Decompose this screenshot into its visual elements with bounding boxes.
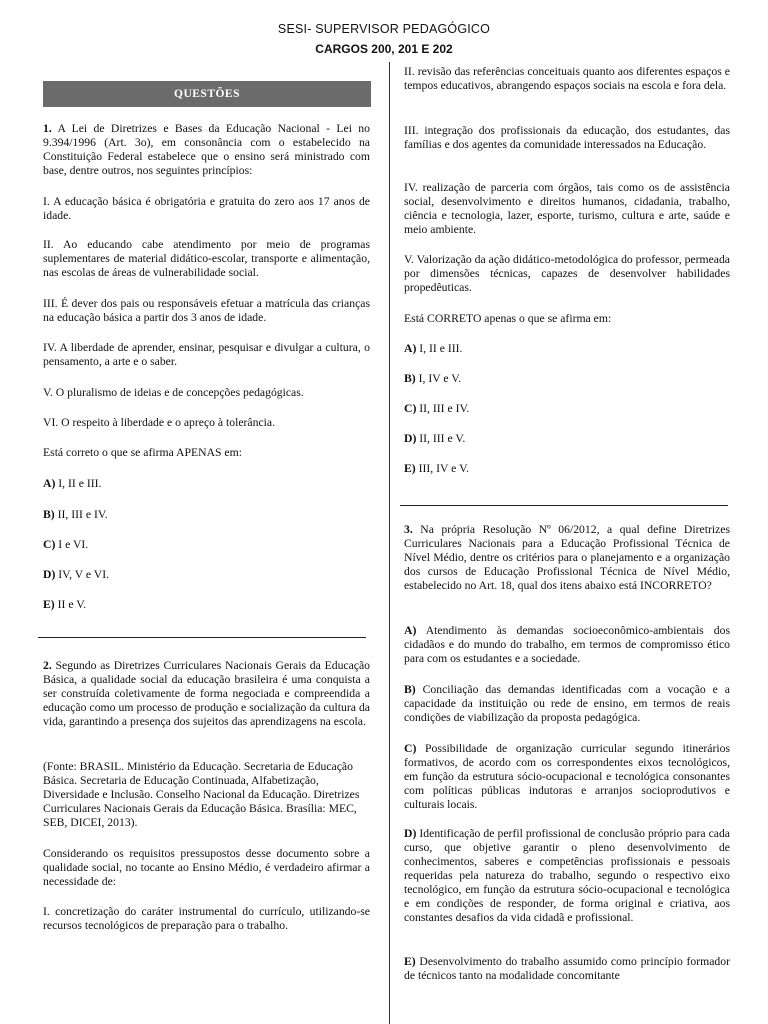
q3-number: 3.: [404, 523, 413, 536]
q1-item: III. É dever dos pais ou responsáveis efetuar a matrícula das crianças na educação básica a partir dos 3 anos de idade.: [43, 297, 370, 324]
q1-stem: 1. A Lei de Diretrizes e Bases da Educação Nacional - Lei no 9.394/1996 (Art. 3o), em consonância com o estabelecido na Constituição Federal estabelece que o ensino será ministrado com base, dentre outros, nos seguintes princípios:: [43, 122, 370, 177]
q1-item: IV. A liberdade de aprender, ensinar, pesquisar e divulgar a cultura, o pensamento, a arte e o saber.: [43, 341, 370, 368]
section-label: QUESTÕES: [43, 81, 371, 107]
q2-option-d: D) II, III e V.: [404, 432, 466, 445]
question-separator: [400, 505, 728, 506]
document-title: SESI- SUPERVISOR PEDAGÓGICO: [277, 22, 491, 36]
q2-item: I. concretização do caráter instrumental do currículo, utilizando-se recursos tecnológicos de preparação para o trabalho.: [43, 905, 370, 932]
q1-option-d: D) IV, V e VI.: [43, 568, 110, 581]
q2-prompt: Está CORRETO apenas o que se afirma em:: [404, 312, 612, 325]
q2-item: II. revisão das referências conceituais quanto aos diferentes espaços e tempos educativos, abrangendo espaços sociais na escola e fora dela.: [404, 65, 730, 92]
q2-item: V. Valorização da ação didático-metodológica do professor, permeada por dimensões técnicas, capazes de desenvolver habilidades propedêuticas.: [404, 253, 730, 294]
column-divider: [389, 62, 390, 1024]
q1-item: II. Ao educando cabe atendimento por meio de programas suplementares de material didático-escolar, transporte e alimentação, nas escolas de áreas de vulnerabilidade social.: [43, 238, 370, 279]
q2-option-c: C) II, III e IV.: [404, 402, 470, 415]
q1-option-b: B) II, III e IV.: [43, 508, 108, 521]
q2-item: III. integração dos profissionais da educação, dos estudantes, das famílias e dos agentes da comunidade interessados na Educação.: [404, 124, 730, 151]
q3-option-a: A) Atendimento às demandas socioeconômico-ambientais dos cidadãos e do mundo do trabalho, em termos de compromisso ético para com os estudantes e a sociedade.: [404, 624, 730, 665]
q3-option-e: E) Desenvolvimento do trabalho assumido como princípio formador de técnicos tanto na modalidade concomitante: [404, 955, 730, 982]
q3-stem: 3. Na própria Resolução Nº 06/2012, a qual define Diretrizes Curriculares Nacionais para a Educação Profissional Técnica de Nível Médio, dentre os critérios para o planejamento e a organização dos cursos de Educação Profissional Técnica de Nível Médio, estabelecido no Art. 18, qual dos itens abaixo está INCORRETO?: [404, 523, 731, 592]
q2-source: (Fonte: BRASIL. Ministério da Educação. Secretaria de Educação Básica. Secretaria de Educação Continuada, Alfabetização, Diversidade e Inclusão. Conselho Nacional da Educação. Diretrizes Curriculares Nacionais Gerais da Educação Básica. Brasília: MEC, SEB, DICEI, 2013).: [43, 760, 360, 829]
q2-item: IV. realização de parceria com órgãos, tais como os de assistência social, desenvolvimento e direitos humanos, cidadania, trabalho, ciência e tecnologia, lazer, esporte, turismo, cultura e arte, saúde e meio ambiente.: [404, 181, 730, 236]
q1-option-a: A) I, II e III.: [43, 477, 102, 490]
q1-option-c: C) I e VI.: [43, 538, 89, 551]
q2-option-e: E) III, IV e V.: [404, 462, 469, 475]
q2-option-a: A) I, II e III.: [404, 342, 463, 355]
question-separator: [38, 637, 366, 638]
document-subtitle: CARGOS 200, 201 E 202: [315, 42, 453, 56]
q3-option-b: B) Conciliação das demandas identificadas com a vocação e a capacidade da instituição ou rede de ensino, em termos de reais condições de viabilização da proposta pedagógica.: [404, 683, 730, 724]
q2-stem: 2. Segundo as Diretrizes Curriculares Nacionais Gerais da Educação Básica, a qualidade social da educação brasileira é uma conquista a ser construída coletivamente de forma negociada e compreendida a educação como um processo de produção e socialização da cultura da vida, garantindo a presença dos sujeitos das aprendizagens na escola.: [43, 659, 371, 728]
q1-prompt: Está correto o que se afirma APENAS em:: [43, 446, 242, 459]
q3-option-d: D) Identificação de perfil profissional de conclusão próprio para cada curso, que objetive garantir o pleno desenvolvimento de conhecimentos, saberes e competências profissionais e pessoais requeridas pela natureza do trabalho, segundo o respectivo eixo tecnológico, em função da estrutura sócio-ocupacional e tecnológica e em condições de responder, de forma original e criativa, aos constantes desafios da vida cidadã e profissional.: [404, 827, 730, 924]
q2-number: 2.: [43, 659, 52, 672]
q3-option-c: C) Possibilidade de organização curricular segundo itinerários formativos, de acordo com os correspondentes eixos tecnológicos, em função da estrutura sócio-ocupacional e tecnológica consonantes com políticas públicas indutoras e arranjos socioprodutivos e culturais locais.: [404, 742, 730, 811]
q1-number: 1.: [43, 122, 52, 135]
q2-option-b: B) I, IV e V.: [404, 372, 462, 385]
q1-item: VI. O respeito à liberdade e o apreço à tolerância.: [43, 416, 276, 429]
q1-item: I. A educação básica é obrigatória e gratuita do zero aos 17 anos de idade.: [43, 195, 370, 222]
q1-item: V. O pluralismo de ideias e de concepções pedagógicas.: [43, 386, 304, 399]
q1-option-e: E) II e V.: [43, 598, 87, 611]
q2-prompt-intro: Considerando os requisitos pressupostos desse documento sobre a qualidade social, no tocante ao Ensino Médio, é verdadeiro afirmar a necessidade de:: [43, 847, 370, 888]
